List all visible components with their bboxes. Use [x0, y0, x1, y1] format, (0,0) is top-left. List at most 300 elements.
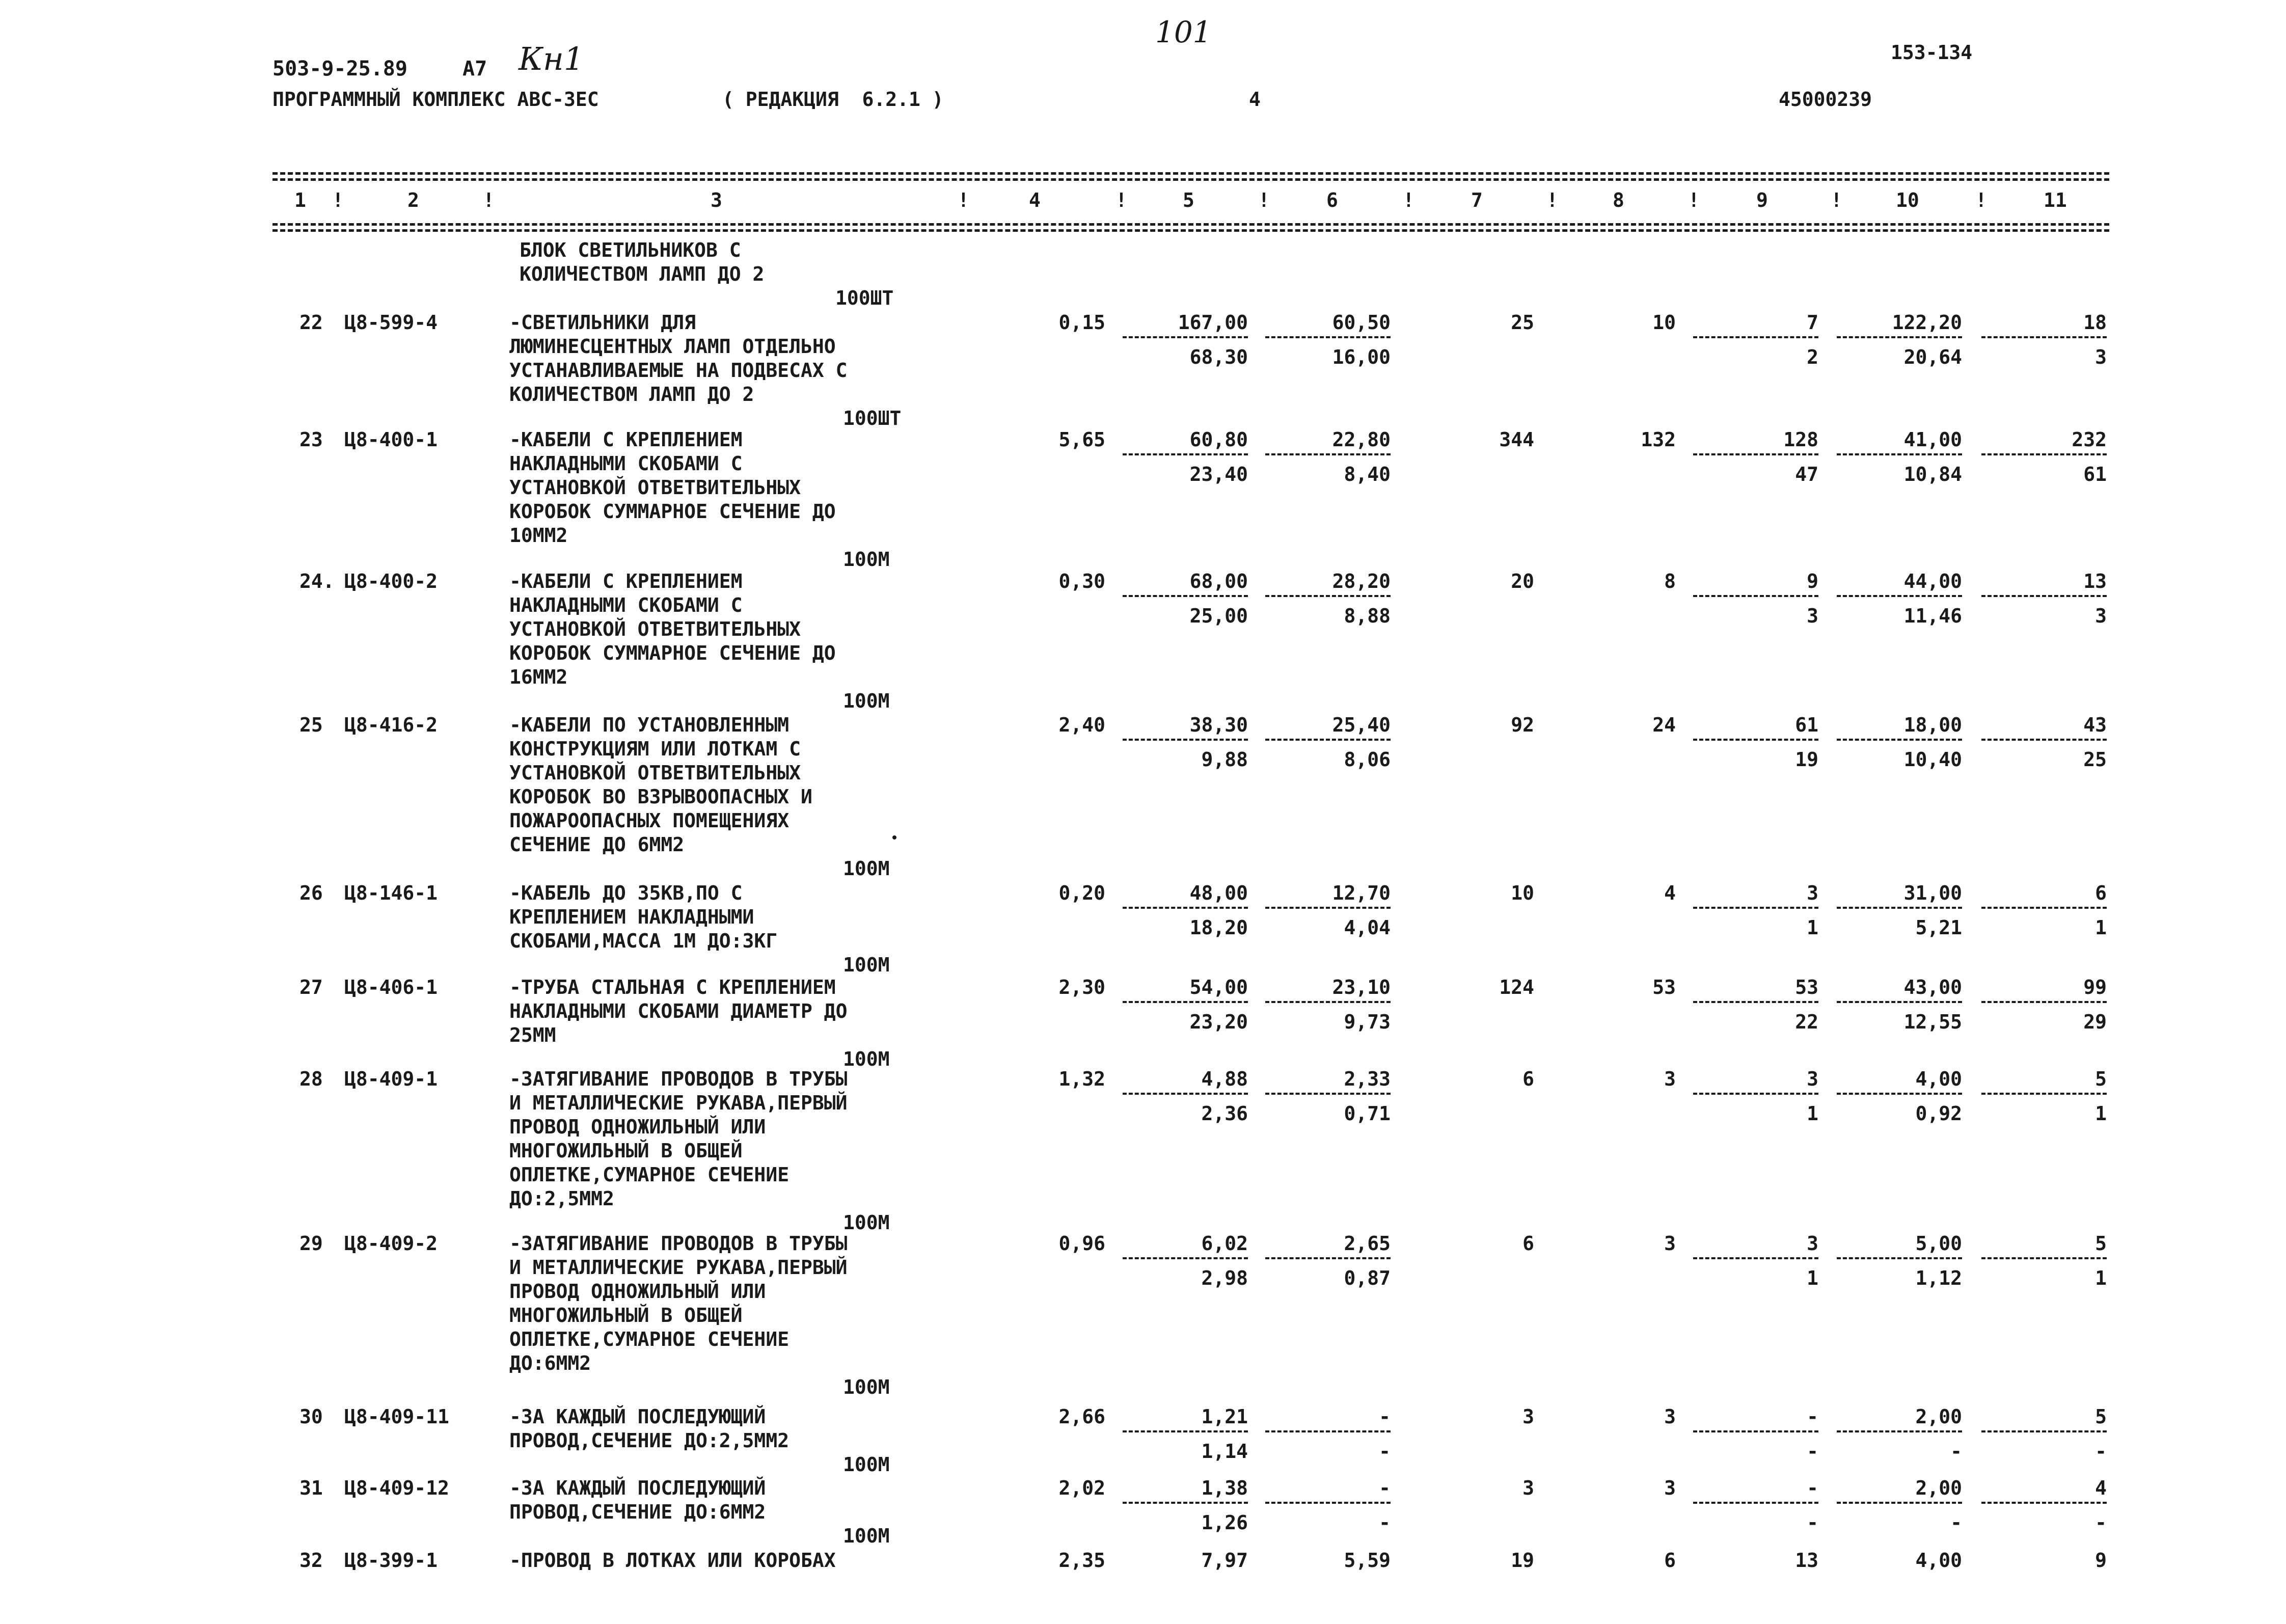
cell-c11b-lower: 1 [2095, 916, 2107, 939]
cell-c11: 9 [2095, 1549, 2107, 1572]
row-description: НАКЛАДНЫМИ СКОБАМИ ДИАМЕТР ДО [509, 1000, 848, 1022]
split-rule [1265, 1257, 1391, 1259]
split-rule [1123, 907, 1248, 909]
split-rule [1123, 336, 1248, 338]
row-description: ДО:6ММ2 [509, 1352, 591, 1374]
cell-c10: 18,00 [1903, 714, 1962, 736]
split-rule [1693, 1093, 1818, 1095]
cell-c11: 5 [2095, 1405, 2107, 1428]
cell-c10: 4,00 [1915, 1068, 1962, 1090]
row-description: -ЗАТЯГИВАНИЕ ПРОВОДОВ В ТРУБЫ [509, 1068, 848, 1090]
split-rule [1837, 1257, 1962, 1259]
row-description: ОПЛЕТКЕ,СУМАРНОЕ СЕЧЕНИЕ [509, 1163, 790, 1186]
cell-c11: 6 [2095, 882, 2107, 904]
cell-c4: 2,35 [1058, 1549, 1105, 1572]
cell-c5: 1,38 [1201, 1477, 1248, 1499]
cell-c11b-lower: 25 [2083, 748, 2107, 771]
split-rule [1837, 1502, 1962, 1504]
column-header-4: 4 [1029, 189, 1041, 211]
cell-c6b-lower: 16,00 [1332, 346, 1391, 368]
cell-c7: 92 [1511, 714, 1534, 736]
column-header-5: 5 [1183, 189, 1194, 211]
cell-c5b-lower: 2,98 [1201, 1267, 1248, 1289]
cell-c7: 3 [1522, 1477, 1534, 1499]
row-description: -ЗА КАЖДЫЙ ПОСЛЕДУЮЩИЙ [509, 1405, 766, 1428]
split-rule [1693, 336, 1818, 338]
cell-c9b-lower: 1 [1807, 1102, 1818, 1125]
cell-c6b-lower: 8,88 [1344, 605, 1391, 627]
split-rule [1265, 1502, 1391, 1504]
cell-c8: 24 [1652, 714, 1676, 736]
row-description: ДО:2,5ММ2 [509, 1187, 614, 1210]
header-top-rule-2 [273, 178, 2109, 181]
column-header-9: 9 [1756, 189, 1768, 211]
cell-c5: 38,30 [1189, 714, 1248, 736]
split-rule [1693, 907, 1818, 909]
split-rule [1693, 739, 1818, 741]
row-description: -ТРУБА СТАЛЬНАЯ С КРЕПЛЕНИЕМ [509, 976, 836, 998]
cell-c10b-lower: 11,46 [1903, 605, 1962, 627]
cell-c9: - [1807, 1405, 1818, 1428]
cell-c4: 0,15 [1058, 311, 1105, 334]
cell-c8: 3 [1664, 1405, 1676, 1428]
cell-c11b-lower: 3 [2095, 605, 2107, 627]
intro-unit: 100ШТ [835, 287, 894, 309]
cell-c10: 5,00 [1915, 1232, 1962, 1255]
cell-c5b-lower: 9,88 [1201, 748, 1248, 771]
column-header-7: 7 [1471, 189, 1483, 211]
split-rule [1123, 1430, 1248, 1432]
row-description: -КАБЕЛИ С КРЕПЛЕНИЕМ [509, 428, 743, 451]
cell-c7: 6 [1522, 1232, 1534, 1255]
cell-c8: 3 [1664, 1068, 1676, 1090]
row-description: ПРОВОД,СЕЧЕНИЕ ДО:6ММ2 [509, 1501, 766, 1523]
row-number: 30 [300, 1405, 323, 1428]
cell-c9b-lower: 3 [1807, 605, 1818, 627]
row-description: 25ММ [509, 1024, 556, 1046]
split-rule [1265, 907, 1391, 909]
row-code: Ц8-409-1 [344, 1068, 438, 1090]
document-code: 503-9-25.89 [273, 57, 407, 80]
cell-c10: 4,00 [1915, 1549, 1962, 1572]
cell-c10b-lower: 10,40 [1903, 748, 1962, 771]
split-rule [1265, 336, 1391, 338]
cell-c11b-lower: 61 [2083, 463, 2107, 485]
column-separator: ! [1975, 189, 1987, 211]
column-header-11: 11 [2044, 189, 2067, 211]
row-description: -СВЕТИЛЬНИКИ ДЛЯ [509, 311, 696, 334]
cell-c4: 0,30 [1058, 570, 1105, 592]
row-description: -КАБЕЛИ С КРЕПЛЕНИЕМ [509, 570, 743, 592]
row-code: Ц8-146-1 [344, 882, 438, 904]
row-description: И МЕТАЛЛИЧЕСКИЕ РУКАВА,ПЕРВЫЙ [509, 1256, 848, 1279]
split-rule [1837, 1093, 1962, 1095]
split-rule [1837, 595, 1962, 597]
split-rule [1693, 1257, 1818, 1259]
split-rule [1981, 453, 2107, 455]
row-description: 10ММ2 [509, 524, 568, 547]
split-rule [1837, 1001, 1962, 1003]
row-number: 23 [300, 428, 323, 451]
cell-c7: 25 [1511, 311, 1534, 334]
split-rule [1265, 739, 1391, 741]
cell-c11: 5 [2095, 1068, 2107, 1090]
cell-c4: 0,96 [1058, 1232, 1105, 1255]
row-description: МНОГОЖИЛЬНЫЙ В ОБЩЕЙ [509, 1140, 743, 1162]
cell-c9b-lower: 22 [1795, 1011, 1818, 1033]
cell-c6: 12,70 [1332, 882, 1391, 904]
split-rule [1265, 453, 1391, 455]
row-description: УСТАНОВКОЙ ОТВЕТВИТЕЛЬНЫХ [509, 618, 801, 640]
cell-c4: 2,66 [1058, 1405, 1105, 1428]
cell-c5: 4,88 [1201, 1068, 1248, 1090]
column-header-8: 8 [1613, 189, 1624, 211]
cell-c6: - [1379, 1477, 1391, 1499]
column-separator: ! [1688, 189, 1700, 211]
cell-c11: 4 [2095, 1477, 2107, 1499]
cell-c7: 20 [1511, 570, 1534, 592]
cell-c10b-lower: - [1950, 1511, 1962, 1534]
cell-c7: 124 [1499, 976, 1534, 998]
column-header-2: 2 [407, 189, 419, 211]
cell-c5b-lower: 23,40 [1189, 463, 1248, 485]
row-description: ПРОВОД ОДНОЖИЛЬНЫЙ ИЛИ [509, 1280, 766, 1303]
header-bottom-rule-2 [273, 229, 2109, 232]
cell-c8: 8 [1664, 570, 1676, 592]
cell-c9b-lower: - [1807, 1511, 1818, 1534]
cell-c11b-lower: - [2095, 1511, 2107, 1534]
row-code: Ц8-409-12 [344, 1477, 449, 1499]
cell-c9: 128 [1783, 428, 1818, 451]
cell-c11: 5 [2095, 1232, 2107, 1255]
row-description: ПОЖАРООПАСНЫХ ПОМЕЩЕНИЯХ [509, 809, 790, 832]
column-separator: ! [483, 189, 495, 211]
row-number: 28 [300, 1068, 323, 1090]
row-description: УСТАНАВЛИВАЕМЫЕ НА ПОДВЕСАХ С [509, 359, 848, 382]
cell-c11: 232 [2072, 428, 2107, 451]
cell-c11b-lower: 3 [2095, 346, 2107, 368]
cell-c7: 3 [1522, 1405, 1534, 1428]
split-rule [1693, 1502, 1818, 1504]
cell-c6b-lower: 9,73 [1344, 1011, 1391, 1033]
cell-c5: 1,21 [1201, 1405, 1248, 1428]
row-description: ЛЮМИНЕСЦЕНТНЫХ ЛАМП ОТДЕЛЬНО [509, 335, 836, 358]
cell-c6b-lower: 8,40 [1344, 463, 1391, 485]
split-rule [1837, 453, 1962, 455]
cell-c11: 13 [2083, 570, 2107, 592]
album-handwritten: Кн1 [519, 40, 584, 77]
cell-c9: 61 [1795, 714, 1818, 736]
split-rule [1981, 595, 2107, 597]
cell-c6: 2,65 [1344, 1232, 1391, 1255]
split-rule [1981, 1430, 2107, 1432]
row-description: НАКЛАДНЫМИ СКОБАМИ С [509, 452, 743, 475]
sheet-number: 4 [1249, 88, 1261, 111]
record-id: 45000239 [1779, 88, 1872, 111]
row-description: -ЗА КАЖДЫЙ ПОСЛЕДУЮЩИЙ [509, 1477, 766, 1499]
cell-c10: 44,00 [1903, 570, 1962, 592]
split-rule [1123, 1093, 1248, 1095]
cell-c4: 2,40 [1058, 714, 1105, 736]
cell-c9b-lower: 19 [1795, 748, 1818, 771]
row-description: -ЗАТЯГИВАНИЕ ПРОВОДОВ В ТРУБЫ [509, 1232, 848, 1255]
split-rule [1981, 907, 2107, 909]
cell-c11: 99 [2083, 976, 2107, 998]
cell-c10b-lower: 20,64 [1903, 346, 1962, 368]
cell-c10b-lower: 10,84 [1903, 463, 1962, 485]
row-code: Ц8-416-2 [344, 714, 438, 736]
cell-c6b-lower: 4,04 [1344, 916, 1391, 939]
row-description: -ПРОВОД В ЛОТКАХ ИЛИ КОРОБАХ [509, 1549, 836, 1572]
column-separator: ! [1258, 189, 1270, 211]
split-rule [1123, 739, 1248, 741]
cell-c9: 3 [1807, 882, 1818, 904]
split-rule [1123, 1257, 1248, 1259]
cell-c5: 60,80 [1189, 428, 1248, 451]
row-description: 16ММ2 [509, 666, 568, 688]
split-rule [1693, 1430, 1818, 1432]
cell-c9: - [1807, 1477, 1818, 1499]
split-rule [1981, 1502, 2107, 1504]
cell-c11b-lower: 1 [2095, 1102, 2107, 1125]
cell-c9: 53 [1795, 976, 1818, 998]
cell-c7: 6 [1522, 1068, 1534, 1090]
split-rule [1265, 1001, 1391, 1003]
cell-c6b-lower: 0,71 [1344, 1102, 1391, 1125]
cell-c9b-lower: 1 [1807, 916, 1818, 939]
column-separator: ! [1831, 189, 1842, 211]
row-description: -КАБЕЛЬ ДО 35КВ,ПО С [509, 882, 743, 904]
cell-c5b-lower: 18,20 [1189, 916, 1248, 939]
cell-c8: 3 [1664, 1232, 1676, 1255]
row-unit: 100М [843, 1211, 890, 1234]
row-unit: 100М [843, 1525, 890, 1547]
cell-c10: 43,00 [1903, 976, 1962, 998]
column-header-6: 6 [1326, 189, 1338, 211]
row-description: КОЛИЧЕСТВОМ ЛАМП ДО 2 [509, 383, 754, 405]
cell-c6b-lower: 8,06 [1344, 748, 1391, 771]
split-rule [1123, 1502, 1248, 1504]
intro-line-2: КОЛИЧЕСТВОМ ЛАМП ДО 2 [520, 263, 765, 285]
row-description: КОРОБОК СУММАРНОЕ СЕЧЕНИЕ ДО [509, 500, 836, 523]
cell-c6: 2,33 [1344, 1068, 1391, 1090]
cell-c6: 23,10 [1332, 976, 1391, 998]
row-code: Ц8-400-1 [344, 428, 438, 451]
split-rule [1981, 1093, 2107, 1095]
cell-c10b-lower: 5,21 [1915, 916, 1962, 939]
cell-c11: 43 [2083, 714, 2107, 736]
cell-c7: 10 [1511, 882, 1534, 904]
split-rule [1265, 1430, 1391, 1432]
row-number: 25 [300, 714, 323, 736]
split-rule [1123, 1001, 1248, 1003]
row-code: Ц8-409-11 [344, 1405, 449, 1428]
cell-c9b-lower: - [1807, 1440, 1818, 1463]
program-title: ПРОГРАММНЫЙ КОМПЛЕКС АВС-3ЕС [273, 88, 599, 111]
column-separator: ! [1115, 189, 1127, 211]
row-description: КОРОБОК СУММАРНОЕ СЕЧЕНИЕ ДО [509, 642, 836, 664]
row-unit: 100М [843, 1048, 890, 1070]
split-rule [1265, 595, 1391, 597]
cell-c4: 2,30 [1058, 976, 1105, 998]
cell-c7: 344 [1499, 428, 1534, 451]
row-description: КОНСТРУКЦИЯМ ИЛИ ЛОТКАМ С [509, 738, 801, 760]
split-rule [1837, 907, 1962, 909]
split-rule [1837, 336, 1962, 338]
cell-c9: 9 [1807, 570, 1818, 592]
row-unit: 100М [843, 690, 890, 712]
cell-c10b-lower: 1,12 [1915, 1267, 1962, 1289]
row-number: 29 [300, 1232, 323, 1255]
cell-c11b-lower: 29 [2083, 1011, 2107, 1033]
cell-c10: 2,00 [1915, 1477, 1962, 1499]
stray-mark [892, 835, 896, 840]
cell-c5b-lower: 25,00 [1189, 605, 1248, 627]
split-rule [1265, 1093, 1391, 1095]
split-rule [1981, 336, 2107, 338]
row-description: УСТАНОВКОЙ ОТВЕТВИТЕЛЬНЫХ [509, 476, 801, 499]
column-header-10: 10 [1896, 189, 1919, 211]
row-unit: 100М [843, 1453, 890, 1476]
cell-c10: 31,00 [1903, 882, 1962, 904]
cell-c5b-lower: 68,30 [1189, 346, 1248, 368]
split-rule [1693, 453, 1818, 455]
row-unit: 100М [843, 857, 890, 880]
cell-c6b-lower: - [1379, 1511, 1391, 1534]
cell-c10b-lower: 12,55 [1903, 1011, 1962, 1033]
split-rule [1693, 1001, 1818, 1003]
cell-c6: 5,59 [1344, 1549, 1391, 1572]
cell-c10: 122,20 [1892, 311, 1962, 334]
row-code: Ц8-599-4 [344, 311, 438, 334]
cell-c10: 41,00 [1903, 428, 1962, 451]
cell-c5: 68,00 [1189, 570, 1248, 592]
cell-c5: 6,02 [1201, 1232, 1248, 1255]
cell-c5: 167,00 [1178, 311, 1248, 334]
row-description: КРЕПЛЕНИЕМ НАКЛАДНЫМИ [509, 906, 754, 928]
cell-c6: 28,20 [1332, 570, 1391, 592]
cell-c8: 53 [1652, 976, 1676, 998]
cell-c8: 10 [1652, 311, 1676, 334]
cell-c6b-lower: - [1379, 1440, 1391, 1463]
cell-c8: 4 [1664, 882, 1676, 904]
row-description: И МЕТАЛЛИЧЕСКИЕ РУКАВА,ПЕРВЫЙ [509, 1092, 848, 1114]
column-separator: ! [1546, 189, 1558, 211]
cell-c10: 2,00 [1915, 1405, 1962, 1428]
column-separator: ! [332, 189, 344, 211]
cell-c9: 7 [1807, 311, 1818, 334]
cell-c4: 0,20 [1058, 882, 1105, 904]
cell-c9b-lower: 47 [1795, 463, 1818, 485]
split-rule [1123, 595, 1248, 597]
row-code: Ц8-409-2 [344, 1232, 438, 1255]
cell-c9b-lower: 2 [1807, 346, 1818, 368]
cell-c5: 54,00 [1189, 976, 1248, 998]
split-rule [1837, 739, 1962, 741]
cell-c11b-lower: - [2095, 1440, 2107, 1463]
cell-c4: 5,65 [1058, 428, 1105, 451]
row-description: НАКЛАДНЫМИ СКОБАМИ С [509, 594, 743, 616]
row-unit: 100М [843, 954, 890, 976]
row-description: МНОГОЖИЛЬНЫЙ В ОБЩЕЙ [509, 1304, 743, 1327]
edition: ( РЕДАКЦИЯ 6.2.1 ) [722, 88, 944, 111]
album-label: А7 [462, 57, 487, 80]
row-number: 32 [300, 1549, 323, 1572]
cell-c5: 7,97 [1201, 1549, 1248, 1572]
column-separator: ! [958, 189, 969, 211]
cell-c6: - [1379, 1405, 1391, 1428]
row-number: 24. [300, 570, 335, 592]
page-number: 101 [1155, 15, 1212, 49]
row-description: СКОБАМИ,МАССА 1М ДО:3КГ [509, 930, 778, 952]
row-number: 22 [300, 311, 323, 334]
split-rule [1837, 1430, 1962, 1432]
split-rule [1981, 1257, 2107, 1259]
split-rule [1981, 739, 2107, 741]
cell-c9: 13 [1795, 1549, 1818, 1572]
cell-c5b-lower: 2,36 [1201, 1102, 1248, 1125]
cell-c7: 19 [1511, 1549, 1534, 1572]
cell-c5b-lower: 23,20 [1189, 1011, 1248, 1033]
cell-c10b-lower: 0,92 [1915, 1102, 1962, 1125]
cell-c5b-lower: 1,26 [1201, 1511, 1248, 1534]
cell-c4: 1,32 [1058, 1068, 1105, 1090]
cell-c4: 2,02 [1058, 1477, 1105, 1499]
cell-c5: 48,00 [1189, 882, 1248, 904]
row-number: 27 [300, 976, 323, 998]
cell-c8: 3 [1664, 1477, 1676, 1499]
cell-c9b-lower: 1 [1807, 1267, 1818, 1289]
cell-c8: 132 [1641, 428, 1676, 451]
row-code: Ц8-399-1 [344, 1549, 438, 1572]
intro-line-1: БЛОК СВЕТИЛЬНИКОВ С [520, 239, 741, 261]
row-code: Ц8-406-1 [344, 976, 438, 998]
right-code: 153-134 [1891, 41, 1973, 64]
row-unit: 100М [843, 1376, 890, 1398]
cell-c6b-lower: 0,87 [1344, 1267, 1391, 1289]
header-bottom-rule [273, 223, 2109, 226]
row-description: -КАБЕЛИ ПО УСТАНОВЛЕННЫМ [509, 714, 790, 736]
row-description: ОПЛЕТКЕ,СУМАРНОЕ СЕЧЕНИЕ [509, 1328, 790, 1350]
header-top-rule [273, 172, 2109, 175]
row-number: 31 [300, 1477, 323, 1499]
split-rule [1981, 1001, 2107, 1003]
split-rule [1693, 595, 1818, 597]
cell-c11b-lower: 1 [2095, 1267, 2107, 1289]
column-header-1: 1 [294, 189, 306, 211]
cell-c6: 25,40 [1332, 714, 1391, 736]
cell-c9: 3 [1807, 1232, 1818, 1255]
row-description: КОРОБОК ВО ВЗРЫВООПАСНЫХ И [509, 786, 812, 808]
row-unit: 100М [843, 548, 890, 571]
split-rule [1123, 453, 1248, 455]
row-code: Ц8-400-2 [344, 570, 438, 592]
cell-c8: 6 [1664, 1549, 1676, 1572]
row-unit: 100ШТ [843, 407, 902, 429]
row-description: ПРОВОД,СЕЧЕНИЕ ДО:2,5ММ2 [509, 1429, 790, 1452]
row-description: СЕЧЕНИЕ ДО 6ММ2 [509, 833, 685, 856]
cell-c6: 60,50 [1332, 311, 1391, 334]
cell-c5b-lower: 1,14 [1201, 1440, 1248, 1463]
row-description: ПРОВОД ОДНОЖИЛЬНЫЙ ИЛИ [509, 1116, 766, 1138]
row-description: УСТАНОВКОЙ ОТВЕТВИТЕЛЬНЫХ [509, 762, 801, 784]
cell-c9: 3 [1807, 1068, 1818, 1090]
cell-c10b-lower: - [1950, 1440, 1962, 1463]
column-header-3: 3 [711, 189, 722, 211]
column-separator: ! [1403, 189, 1414, 211]
cell-c6: 22,80 [1332, 428, 1391, 451]
row-number: 26 [300, 882, 323, 904]
